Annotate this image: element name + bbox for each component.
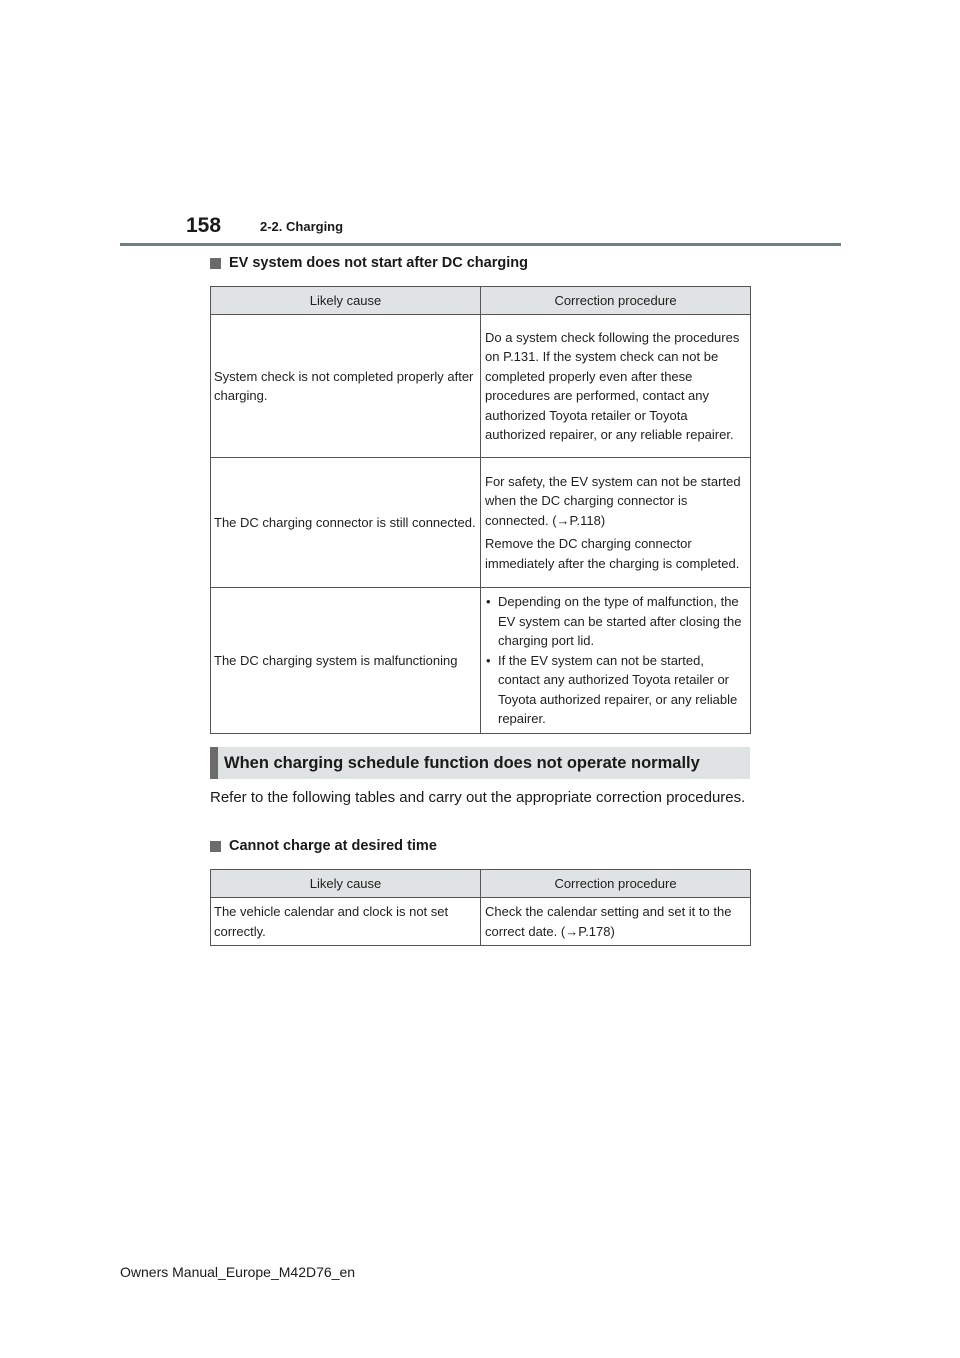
cause-cell: System check is not completed properly after charging.: [211, 315, 481, 458]
col-header-procedure: Correction procedure: [481, 287, 751, 315]
procedure-paragraph: For safety, the EV system can not be started when the DC charging connector is connected. (→P.118): [485, 473, 741, 528]
cause-cell: The DC charging connector is still connected.: [211, 458, 481, 588]
col-header-procedure: Correction procedure: [481, 870, 751, 898]
intro-paragraph: Refer to the following tables and carry out the appropriate correction procedures.: [210, 789, 746, 806]
subheading-text: EV system does not start after DC charging: [229, 255, 528, 271]
table-row: [211, 588, 751, 734]
procedure-bullet-list: [485, 592, 746, 729]
procedure-cell: [481, 588, 751, 734]
section-banner: [210, 747, 750, 779]
subheading-text: Cannot charge at desired time: [229, 838, 437, 854]
table-header-row: [211, 287, 751, 315]
list-item: • Depending on the type of malfunction, the EV system can be started after closing the charging port lid.: [485, 592, 746, 651]
table-row: [211, 898, 751, 946]
schedule-table: [210, 869, 751, 946]
procedure-cell: Do a system check following the procedures on P.131. If the system check can not be completed properly even after these procedures are performed, contact any authorized Toyota retailer or Toyota authorized repairer, or any reliable repairer.: [481, 315, 751, 458]
table-header-row: [211, 870, 751, 898]
table-row: [211, 315, 751, 458]
procedure-cell: Check the calendar setting and set it to the correct date. (→P.178): [481, 898, 751, 946]
square-bullet-icon: [210, 258, 221, 269]
square-bullet-icon: [210, 841, 221, 852]
footer-doc-id: Owners Manual_Europe_M42D76_en: [120, 1264, 356, 1280]
list-item: • If the EV system can not be started, contact any authorized Toyota retailer or Toyota authorized repairer, or any reliable repairer.: [485, 651, 746, 729]
page-number: 158: [186, 214, 222, 237]
table-row: [211, 458, 751, 588]
procedure-paragraph: Remove the DC charging connector immediately after the charging is completed.: [485, 536, 740, 571]
subheading-dc-charging: [210, 255, 528, 271]
subheading-desired-time: [210, 838, 437, 854]
header-rule: [120, 243, 841, 246]
banner-accent-bar: [210, 747, 218, 779]
col-header-cause: Likely cause: [211, 287, 481, 315]
dc-charging-table: [210, 286, 751, 734]
cause-cell: The DC charging system is malfunctioning: [211, 588, 481, 734]
banner-title: When charging schedule function does not operate normally: [224, 753, 700, 772]
section-label: 2-2. Charging: [260, 219, 344, 234]
procedure-cell: [481, 458, 751, 588]
col-header-cause: Likely cause: [211, 870, 481, 898]
cause-cell: The vehicle calendar and clock is not set correctly.: [211, 898, 481, 946]
